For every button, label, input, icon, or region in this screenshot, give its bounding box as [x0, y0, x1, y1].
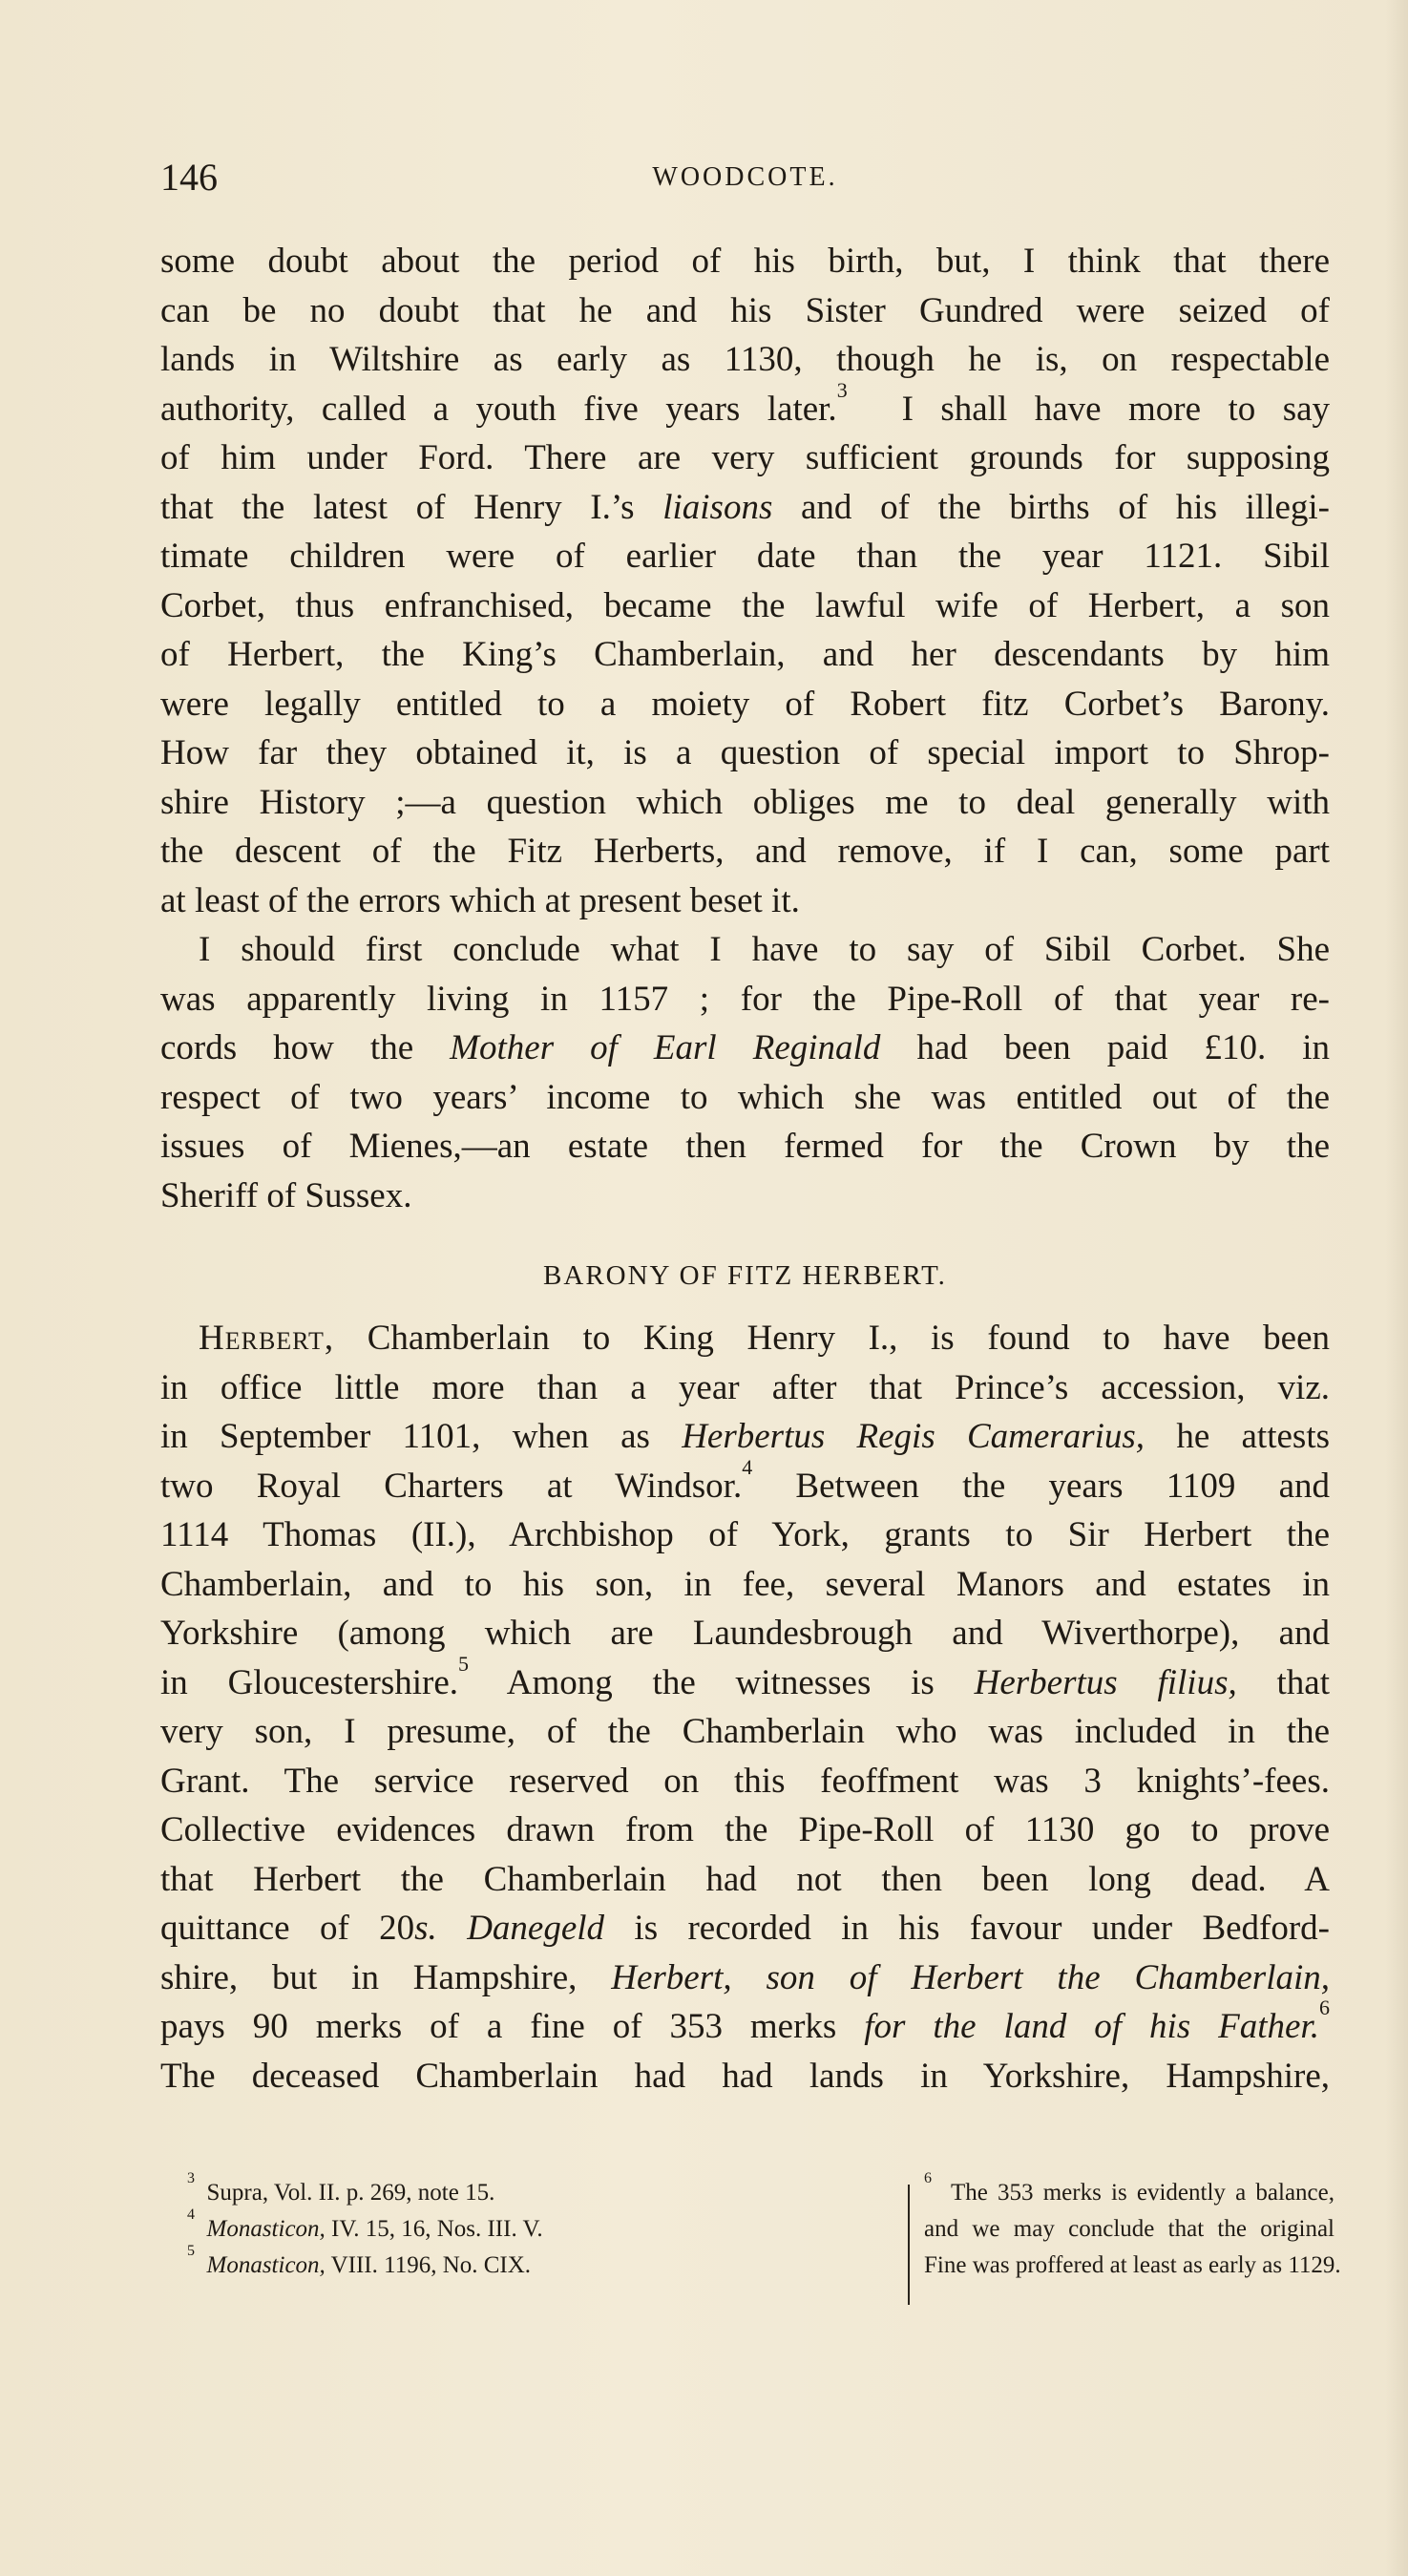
text-line: The deceased Chamberlain had had lands in Yorkshire, Hampshire, [160, 2056, 1330, 2096]
footnotes-right-column [924, 2170, 1341, 2284]
text-line: of Herbert, the King’s Chamberlain, and her descendants by him [160, 635, 1330, 674]
text-line: How far they obtained it, is a question of special import to Shrop- [160, 733, 1330, 772]
footnote-ref: 4 [742, 1454, 753, 1479]
page-header [160, 155, 1330, 212]
text-line: Corbet, thus enfranchised, became the lawful wife of Herbert, a son [160, 585, 1330, 625]
text-line: some doubt about the period of his birth, but, I think that there [160, 242, 1330, 281]
text-line: that the latest of Henry I.’s liaisons and of the births of his illegi- [160, 487, 1330, 527]
text-line: in office little more than a year after that Prince’s accession, viz. [160, 1367, 1330, 1407]
text-line: two Royal Charters at Windsor.$^4$ Between the years 1109 and [160, 1454, 1330, 1506]
text-line: respect of two years’ income to which she was entitled out of the [160, 1077, 1330, 1117]
text-line: Sheriff of Sussex. [160, 1175, 412, 1215]
text-line: the descent of the Fitz Herberts, and remove, if I can, some part [160, 832, 1330, 871]
text-line: Grant. The service reserved on this feoffment was 3 knights’-fees. [160, 1761, 1330, 1801]
footnotes-left-column [187, 2170, 893, 2284]
text-line: issues of Mienes,—an estate then fermed for the Crown by the [160, 1127, 1330, 1166]
text-line: Herbert, Chamberlain to King Henry I., is found to have been [199, 1319, 1330, 1358]
footnote: Fine was proffered at least as early as 1129. [924, 2252, 1341, 2278]
text-line: Collective evidences drawn from the Pipe-Roll of 1130 go to prove [160, 1810, 1330, 1849]
page-number: 146 [160, 156, 218, 199]
text-line: were legally entitled to a moiety of Robert fitz Corbet’s Barony. [160, 684, 1330, 724]
text-line: authority, called a youth five years later.$^3$ I shall have more to say [160, 377, 1331, 429]
text-line: that Herbert the Chamberlain had not then been long dead. A [160, 1859, 1330, 1899]
text-line: very son, I presume, of the Chamberlain who was included in the [160, 1712, 1330, 1751]
section-heading: BARONY OF FITZ HERBERT. [543, 1260, 947, 1291]
text-line: cords how the Mother of Earl Reginald had been paid £10. in [160, 1028, 1330, 1067]
footnote-divider [908, 2185, 910, 2305]
text-line: I should first conclude what I have to say of Sibil Corbet. She [199, 930, 1330, 969]
footnote-ref: 5 [458, 1651, 470, 1676]
running-title: WOODCOTE. [652, 162, 838, 192]
text-line: was apparently living in 1157 ; for the Pipe-Roll of that year re- [160, 979, 1330, 1019]
text-line: quittance of 20s. Danegeld is recorded in his favour under Bedford- [160, 1909, 1331, 1948]
text-line: lands in Wiltshire as early as 1130, though he is, on respectable [160, 340, 1330, 379]
text-line: in September 1101, when as Herbertus Regis Camerarius, he attests [160, 1417, 1330, 1456]
footnote: $^5$ Monasticon, VIII. 1196, No. CIX. [187, 2243, 532, 2278]
text-line: timate children were of earlier date than the year 1121. Sibil [160, 537, 1330, 576]
text-line: Yorkshire (among which are Laundesbrough and Wiverthorpe), and [160, 1614, 1330, 1653]
text-line: in Gloucestershire.$^5$ Among the witnesses is Herbertus filius, that [160, 1651, 1331, 1702]
footnote: and we may conclude that the original [924, 2216, 1334, 2242]
text-line: Chamberlain, and to his son, in fee, several Manors and estates in [160, 1564, 1330, 1604]
text-line: pays 90 merks of a fine of 353 merks for the land of his Father.$^6$ [160, 1995, 1330, 2046]
text-line: at least of the errors which at present beset it. [160, 880, 800, 920]
footnote: $^6$ The 353 merks is evidently a balance, [924, 2170, 1334, 2206]
text-line: of him under Ford. There are very sufficient grounds for supposing [160, 438, 1330, 477]
footnotes [160, 2170, 1341, 2309]
footnote: $^3$ Supra, Vol. II. p. 269, note 15. [187, 2170, 495, 2206]
footnote-ref: 6 [1318, 1995, 1330, 2019]
footnote-ref: 3 [836, 377, 848, 402]
page-edge-shadow [1385, 0, 1408, 2576]
text-line: shire, but in Hampshire, Herbert, son of Herbert the Chamberlain, [160, 1957, 1330, 1997]
main-text [160, 237, 1330, 2101]
footnote: $^4$ Monasticon, IV. 15, 16, Nos. III. V. [187, 2206, 543, 2242]
text-line: 1114 Thomas (II.), Archbishop of York, grants to Sir Herbert the [160, 1515, 1330, 1554]
text-line: can be no doubt that he and his Sister Gundred were seized of [160, 290, 1330, 330]
text-line: shire History ;—a question which obliges me to deal generally with [160, 782, 1330, 822]
